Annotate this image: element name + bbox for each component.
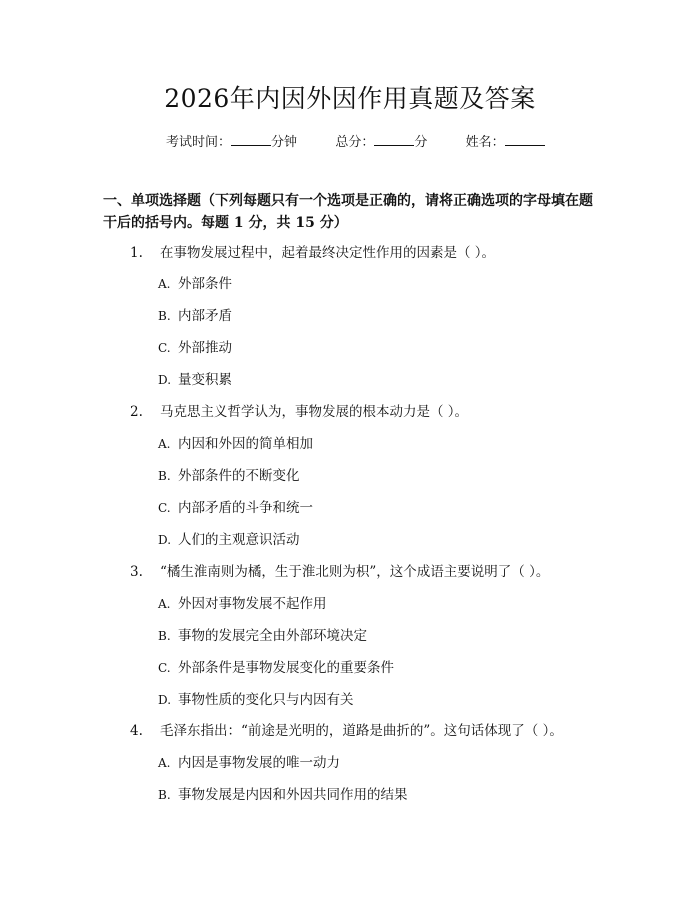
option-text: 外部条件 [178, 276, 232, 292]
score-unit: 分 [414, 135, 428, 150]
question-number: 1. [130, 245, 143, 261]
option-letter: A. [158, 756, 171, 770]
option-letter: D. [158, 533, 172, 547]
name-blank [505, 131, 545, 146]
question-text: 在事物发展过程中，起着最终决定性作用的因素是（ ）。 [160, 245, 496, 261]
option-letter: B. [158, 788, 171, 802]
time-label: 考试时间： [166, 135, 232, 150]
question-2 [130, 402, 468, 422]
option-1d [158, 370, 232, 390]
score-blank [374, 131, 414, 146]
option-1a [158, 274, 232, 294]
option-3d [158, 690, 354, 710]
option-letter: A. [158, 437, 171, 451]
option-2d [158, 530, 300, 550]
option-4a [158, 753, 340, 773]
option-letter: A. [158, 597, 171, 611]
option-4b [158, 785, 408, 805]
option-1b [158, 306, 232, 326]
question-text: 马克思主义哲学认为，事物发展的根本动力是（ ）。 [160, 404, 469, 420]
option-text: 内因是事物发展的唯一动力 [178, 755, 340, 771]
option-text: 人们的主观意识活动 [178, 532, 300, 548]
time-blank [231, 131, 271, 146]
question-text: 毛泽东指出：“前途是光明的，道路是曲折的”。这句话体现了（ ）。 [160, 723, 563, 739]
question-4 [130, 721, 563, 741]
question-number: 2. [130, 404, 143, 420]
option-text: 外因对事物发展不起作用 [178, 596, 327, 612]
score-label: 总分： [335, 135, 375, 150]
question-number: 3. [130, 564, 143, 580]
exam-meta [166, 131, 545, 153]
option-letter: D. [158, 693, 172, 707]
question-1 [130, 243, 495, 263]
option-letter: B. [158, 629, 171, 643]
option-letter: D. [158, 373, 172, 387]
option-3a [158, 594, 327, 614]
option-text: 外部条件的不断变化 [178, 468, 300, 484]
question-3 [130, 562, 549, 582]
question-text: “橘生淮南则为橘，生于淮北则为枳”，这个成语主要说明了（ ）。 [160, 564, 550, 580]
option-letter: C. [158, 341, 171, 355]
time-unit: 分钟 [271, 135, 298, 150]
option-letter: B. [158, 309, 171, 323]
option-text: 事物的发展完全由外部环境决定 [178, 628, 367, 644]
option-text: 内因和外因的简单相加 [178, 436, 313, 452]
question-number: 4. [130, 723, 143, 739]
option-2b [158, 466, 300, 486]
option-3b [158, 626, 367, 646]
option-text: 量变积累 [178, 372, 232, 388]
option-1c [158, 338, 232, 358]
option-letter: A. [158, 277, 171, 291]
option-text: 内部矛盾 [178, 308, 232, 324]
option-2c [158, 498, 313, 518]
option-letter: C. [158, 661, 171, 675]
option-text: 外部条件是事物发展变化的重要条件 [178, 660, 394, 676]
option-letter: C. [158, 501, 171, 515]
section-heading: 一、单项选择题（下列每题只有一个选项是正确的，请将正确选项的字母填在题干后的括号内。每题 1 分，共 15 分） [103, 193, 593, 231]
option-text: 内部矛盾的斗争和统一 [178, 500, 313, 516]
option-3c [158, 658, 394, 678]
page-title: 2026年内因外因作用真题及答案 [164, 84, 536, 113]
option-text: 事物性质的变化只与内因有关 [178, 692, 354, 708]
option-text: 事物发展是内因和外因共同作用的结果 [178, 787, 408, 803]
option-letter: B. [158, 469, 171, 483]
option-text: 外部推动 [178, 340, 232, 356]
option-2a [158, 434, 313, 454]
name-label: 姓名： [465, 135, 505, 150]
